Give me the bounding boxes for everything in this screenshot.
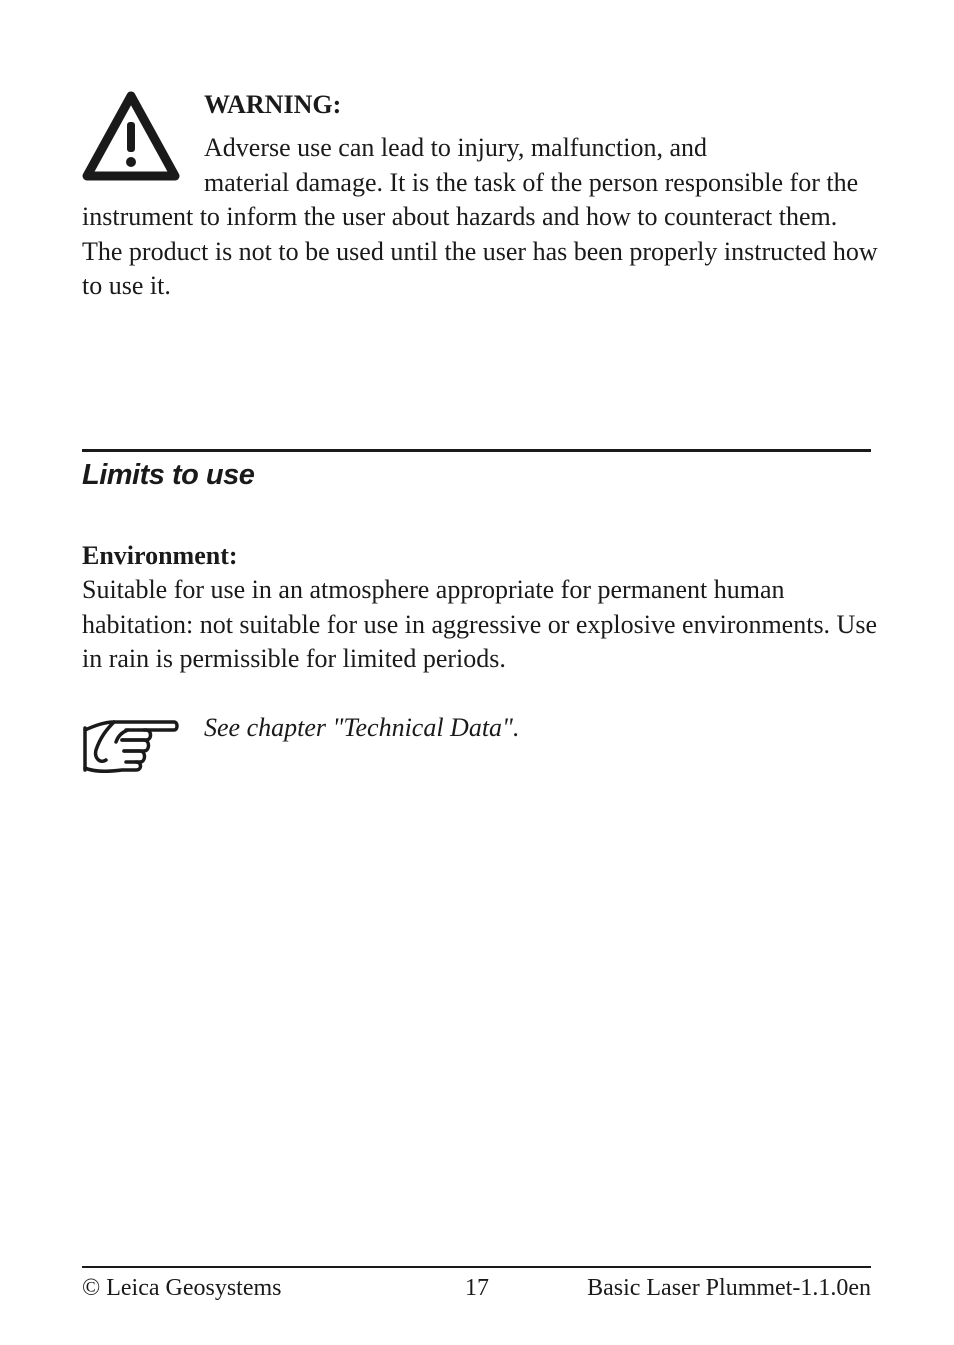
footer-copyright: © Leica Geosystems <box>82 1275 282 1301</box>
environment-text: Suitable for use in an atmosphere appropriate for permanent human habitation: not suitable for use in aggressive or explosive environments. Use in rain is permissible for limited periods. <box>82 575 877 674</box>
footer-divider <box>82 1266 871 1268</box>
warning-line-2: material damage. It is the task of the person responsible <box>204 167 784 197</box>
section-title: Limits to use <box>82 459 255 491</box>
document-id: Basic Laser Plummet-1.1.0en <box>587 1275 871 1301</box>
page-number: 17 <box>465 1275 489 1301</box>
technical-data-note: See chapter "Technical Data". <box>204 713 520 742</box>
warning-text <box>82 131 882 304</box>
warning-line-1: Adverse use can lead to injury, malfunction, and <box>204 133 707 162</box>
pointing-hand-icon <box>82 716 180 774</box>
warning-rest: for the instrument to inform the user about hazards and how to counteract them. The product is not to be used until the user has been properly instructed how to use it. <box>82 167 878 301</box>
section-divider <box>82 449 871 452</box>
warning-heading: WARNING: <box>204 90 342 119</box>
environment-heading: Environment: <box>82 541 238 570</box>
